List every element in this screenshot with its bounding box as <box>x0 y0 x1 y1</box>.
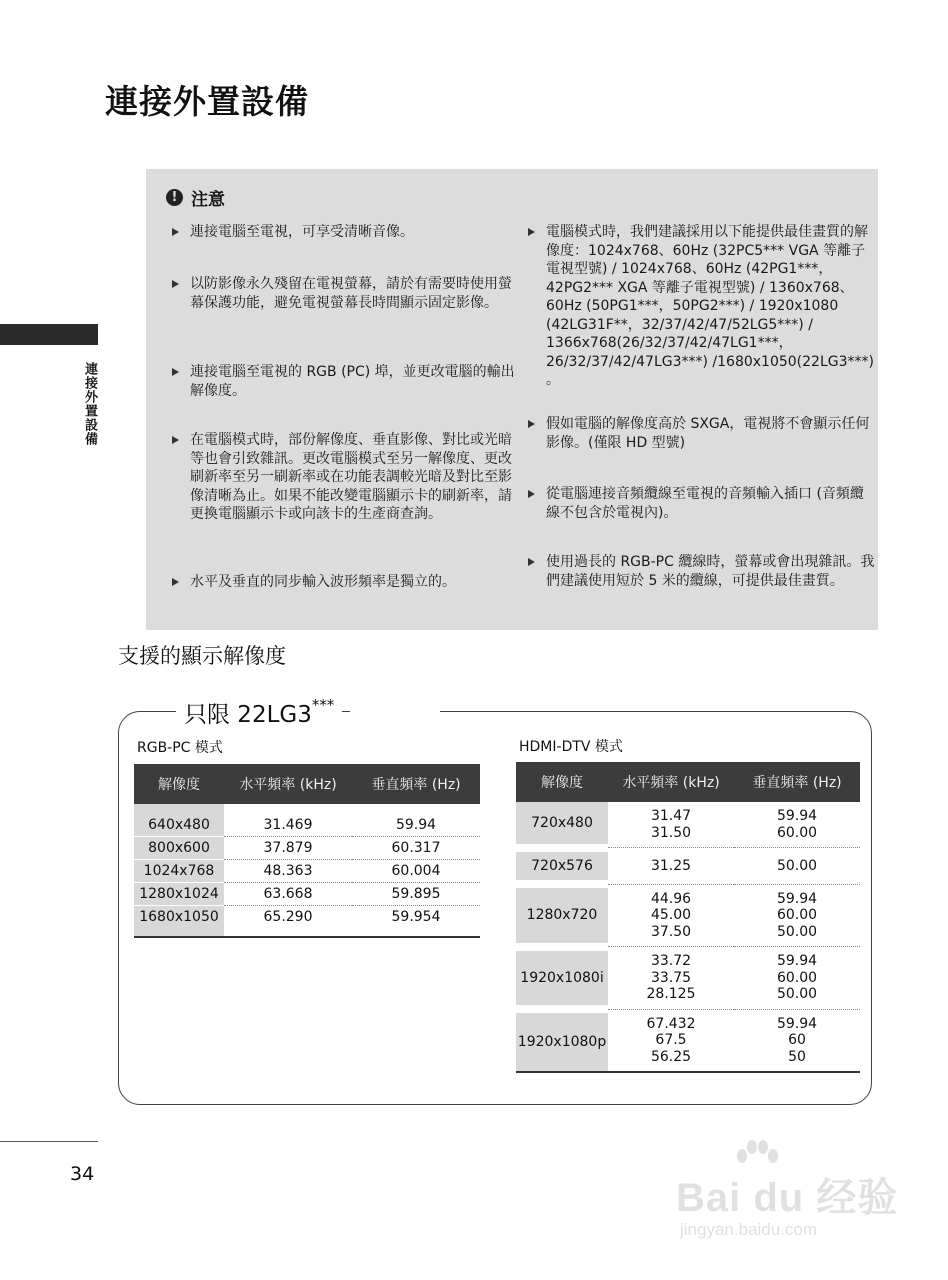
header-resolution: 解像度 <box>516 762 608 802</box>
note-right-1: 電腦模式時，我們建議採用以下能提供最佳畫質的解像度：1024x768、60Hz (32PC5*** VGA 等離子電視型號) / 1024x768、60Hz (42PG1***，42PG2*** XGA 等離子電視型號) / 1360x768、60Hz (50PG1***，50PG2***) / 1920x1080 (42LG31F**，32/37/42/47/52LG5***) / 1366x768(26/32/37/42/47LG1***，26/32/37/42/47LG3***) /1680x1050(22LG3***) 。 <box>528 223 876 390</box>
table-row <box>134 837 480 860</box>
cell-horizontal <box>608 848 734 885</box>
vertical-value: 59.94 <box>776 890 818 907</box>
cell-resolution: 800x600 <box>134 837 224 860</box>
horizontal-value: 37.50 <box>650 923 692 940</box>
cell-horizontal: 31.469 <box>224 804 352 837</box>
header-horizontal-frequency: 水平頻率 (kHz) <box>608 762 734 802</box>
cell-resolution: 1920x1080i <box>516 947 608 1010</box>
cell-vertical: 60.317 <box>352 837 480 860</box>
horizontal-value: 31.25 <box>650 857 692 874</box>
cell-horizontal: 48.363 <box>224 860 352 883</box>
cell-horizontal <box>608 884 734 947</box>
baidu-watermark <box>676 1140 906 1250</box>
watermark-brand: Bai du 经验 <box>676 1176 899 1220</box>
cell-horizontal: 63.668 <box>224 883 352 906</box>
cell-resolution: 1024x768 <box>134 860 224 883</box>
vertical-value: 60.00 <box>776 907 818 923</box>
cell-resolution: 640x480 <box>134 804 224 837</box>
side-tab-label: 連接外置設備 <box>82 362 97 446</box>
footer-rule <box>0 1141 98 1142</box>
bullet-triangle-icon <box>528 420 535 428</box>
frame-label-suffix: *** <box>311 696 335 714</box>
note-right-3: 從電腦連接音頻纜線至電視的音頻輸入插口 (音頻纜線不包含於電視內)。 <box>528 485 876 522</box>
vertical-value: 50.00 <box>776 923 818 940</box>
section-title: 支援的顯示解像度 <box>118 644 286 668</box>
bullet-triangle-icon <box>172 436 179 444</box>
vertical-value: 60.00 <box>776 969 818 986</box>
bullet-triangle-icon <box>528 490 535 498</box>
note-right-4: 使用過長的 RGB-PC 纜線時，螢幕或會出現雜訊。我們建議使用短於 5 米的纜線，可提供最佳畫質。 <box>528 553 876 590</box>
cell-resolution: 720x480 <box>516 802 608 848</box>
cell-resolution: 1680x1050 <box>134 906 224 938</box>
hdmi-table-body <box>516 802 860 1072</box>
horizontal-value: 56.25 <box>650 1048 692 1065</box>
table-row <box>134 883 480 906</box>
note-left-1: 連接電腦至電視，可享受清晰音像。 <box>172 223 520 242</box>
frame-label <box>176 696 342 729</box>
table-row <box>134 804 480 837</box>
note-left-3: 連接電腦至電視的 RGB (PC) 埠，並更改電腦的輸出解像度。 <box>172 363 520 400</box>
vertical-value: 60.00 <box>776 824 818 841</box>
cell-vertical: 59.94 <box>352 804 480 837</box>
table-row <box>516 884 860 947</box>
cell-vertical <box>734 802 860 848</box>
notes-heading <box>166 185 225 210</box>
note-left-4: 在電腦模式時，部份解像度、垂直影像、對比或光暗等也會引致雜訊。更改電腦模式至另一解像度、更改刷新率至另一刷新率或在功能表調較光暗及對比至影像清晰為止。如果不能改變電腦顯示卡的刷新率，請更換電腦顯示卡或向該卡的生產商查詢。 <box>172 431 520 524</box>
horizontal-value: 45.00 <box>650 907 692 923</box>
cell-vertical <box>734 947 860 1010</box>
watermark-url: jingyan.baidu.com <box>680 1220 818 1239</box>
table-header-row <box>516 762 860 802</box>
bullet-triangle-icon <box>172 280 179 288</box>
vertical-value: 50 <box>788 1048 806 1065</box>
vertical-value: 59.94 <box>776 1015 818 1032</box>
cell-vertical <box>734 1009 860 1072</box>
cell-vertical <box>734 884 860 947</box>
table-row <box>516 1009 860 1072</box>
rgb-pc-table <box>134 764 480 938</box>
cell-horizontal <box>608 947 734 1010</box>
horizontal-value: 31.47 <box>650 808 692 824</box>
bullet-triangle-icon <box>528 228 535 236</box>
cell-horizontal <box>608 1009 734 1072</box>
cell-horizontal: 65.290 <box>224 906 352 938</box>
side-tab-bar <box>0 324 98 345</box>
note-left-5: 水平及垂直的同步輸入波形頻率是獨立的。 <box>172 573 520 592</box>
cell-horizontal: 37.879 <box>224 837 352 860</box>
bullet-triangle-icon <box>172 228 179 236</box>
bullet-triangle-icon <box>528 558 535 566</box>
cell-resolution: 720x576 <box>516 848 608 885</box>
page-number: 34 <box>70 1163 95 1185</box>
vertical-value: 59.94 <box>776 953 818 969</box>
cell-resolution: 1280x1024 <box>134 883 224 906</box>
cell-resolution: 1280x720 <box>516 884 608 947</box>
header-horizontal-frequency: 水平頻率 (kHz) <box>224 764 352 804</box>
horizontal-value: 67.432 <box>646 1015 696 1032</box>
vertical-value: 59.94 <box>776 808 818 824</box>
cell-vertical <box>734 848 860 885</box>
header-vertical-frequency: 垂直頻率 (Hz) <box>734 762 860 802</box>
cell-vertical: 60.004 <box>352 860 480 883</box>
notes-box <box>146 169 878 630</box>
vertical-value: 50.00 <box>776 986 818 1002</box>
table-row <box>516 848 860 885</box>
horizontal-value: 33.75 <box>650 969 692 986</box>
bullet-triangle-icon <box>172 578 179 586</box>
note-left-2: 以防影像永久殘留在電視螢幕，請於有需要時使用螢幕保護功能，避免電視螢幕長時間顯示固定影像。 <box>172 275 520 312</box>
page-title: 連接外置設備 <box>105 82 309 121</box>
frame-label-text: 只限 22LG3 <box>184 702 312 728</box>
horizontal-value: 28.125 <box>646 986 696 1002</box>
vertical-value: 50.00 <box>776 857 818 874</box>
horizontal-value: 44.96 <box>650 890 692 907</box>
horizontal-value: 67.5 <box>655 1032 687 1048</box>
header-resolution: 解像度 <box>134 764 224 804</box>
frame-gap <box>350 700 440 720</box>
cell-resolution: 1920x1080p <box>516 1009 608 1072</box>
notes-heading-text: 注意 <box>191 190 225 210</box>
table-row <box>516 802 860 848</box>
bullet-triangle-icon <box>172 368 179 376</box>
hdmi-dtv-mode-label: HDMI-DTV 模式 <box>519 739 623 755</box>
vertical-value: 60 <box>788 1032 806 1048</box>
table-row <box>134 860 480 883</box>
table-header-row <box>134 764 480 804</box>
note-right-2: 假如電腦的解像度高於 SXGA，電視將不會顯示任何影像。(僅限 HD 型號) <box>528 415 876 452</box>
table-row <box>516 947 860 1010</box>
horizontal-value: 33.72 <box>650 953 692 969</box>
rgb-pc-mode-label: RGB-PC 模式 <box>137 740 223 756</box>
header-vertical-frequency: 垂直頻率 (Hz) <box>352 764 480 804</box>
horizontal-value: 31.50 <box>650 824 692 841</box>
cell-vertical: 59.954 <box>352 906 480 938</box>
hdmi-dtv-table <box>516 762 860 1073</box>
table-row <box>134 906 480 938</box>
cell-vertical: 59.895 <box>352 883 480 906</box>
exclamation-icon: ! <box>166 189 183 206</box>
cell-horizontal <box>608 802 734 848</box>
